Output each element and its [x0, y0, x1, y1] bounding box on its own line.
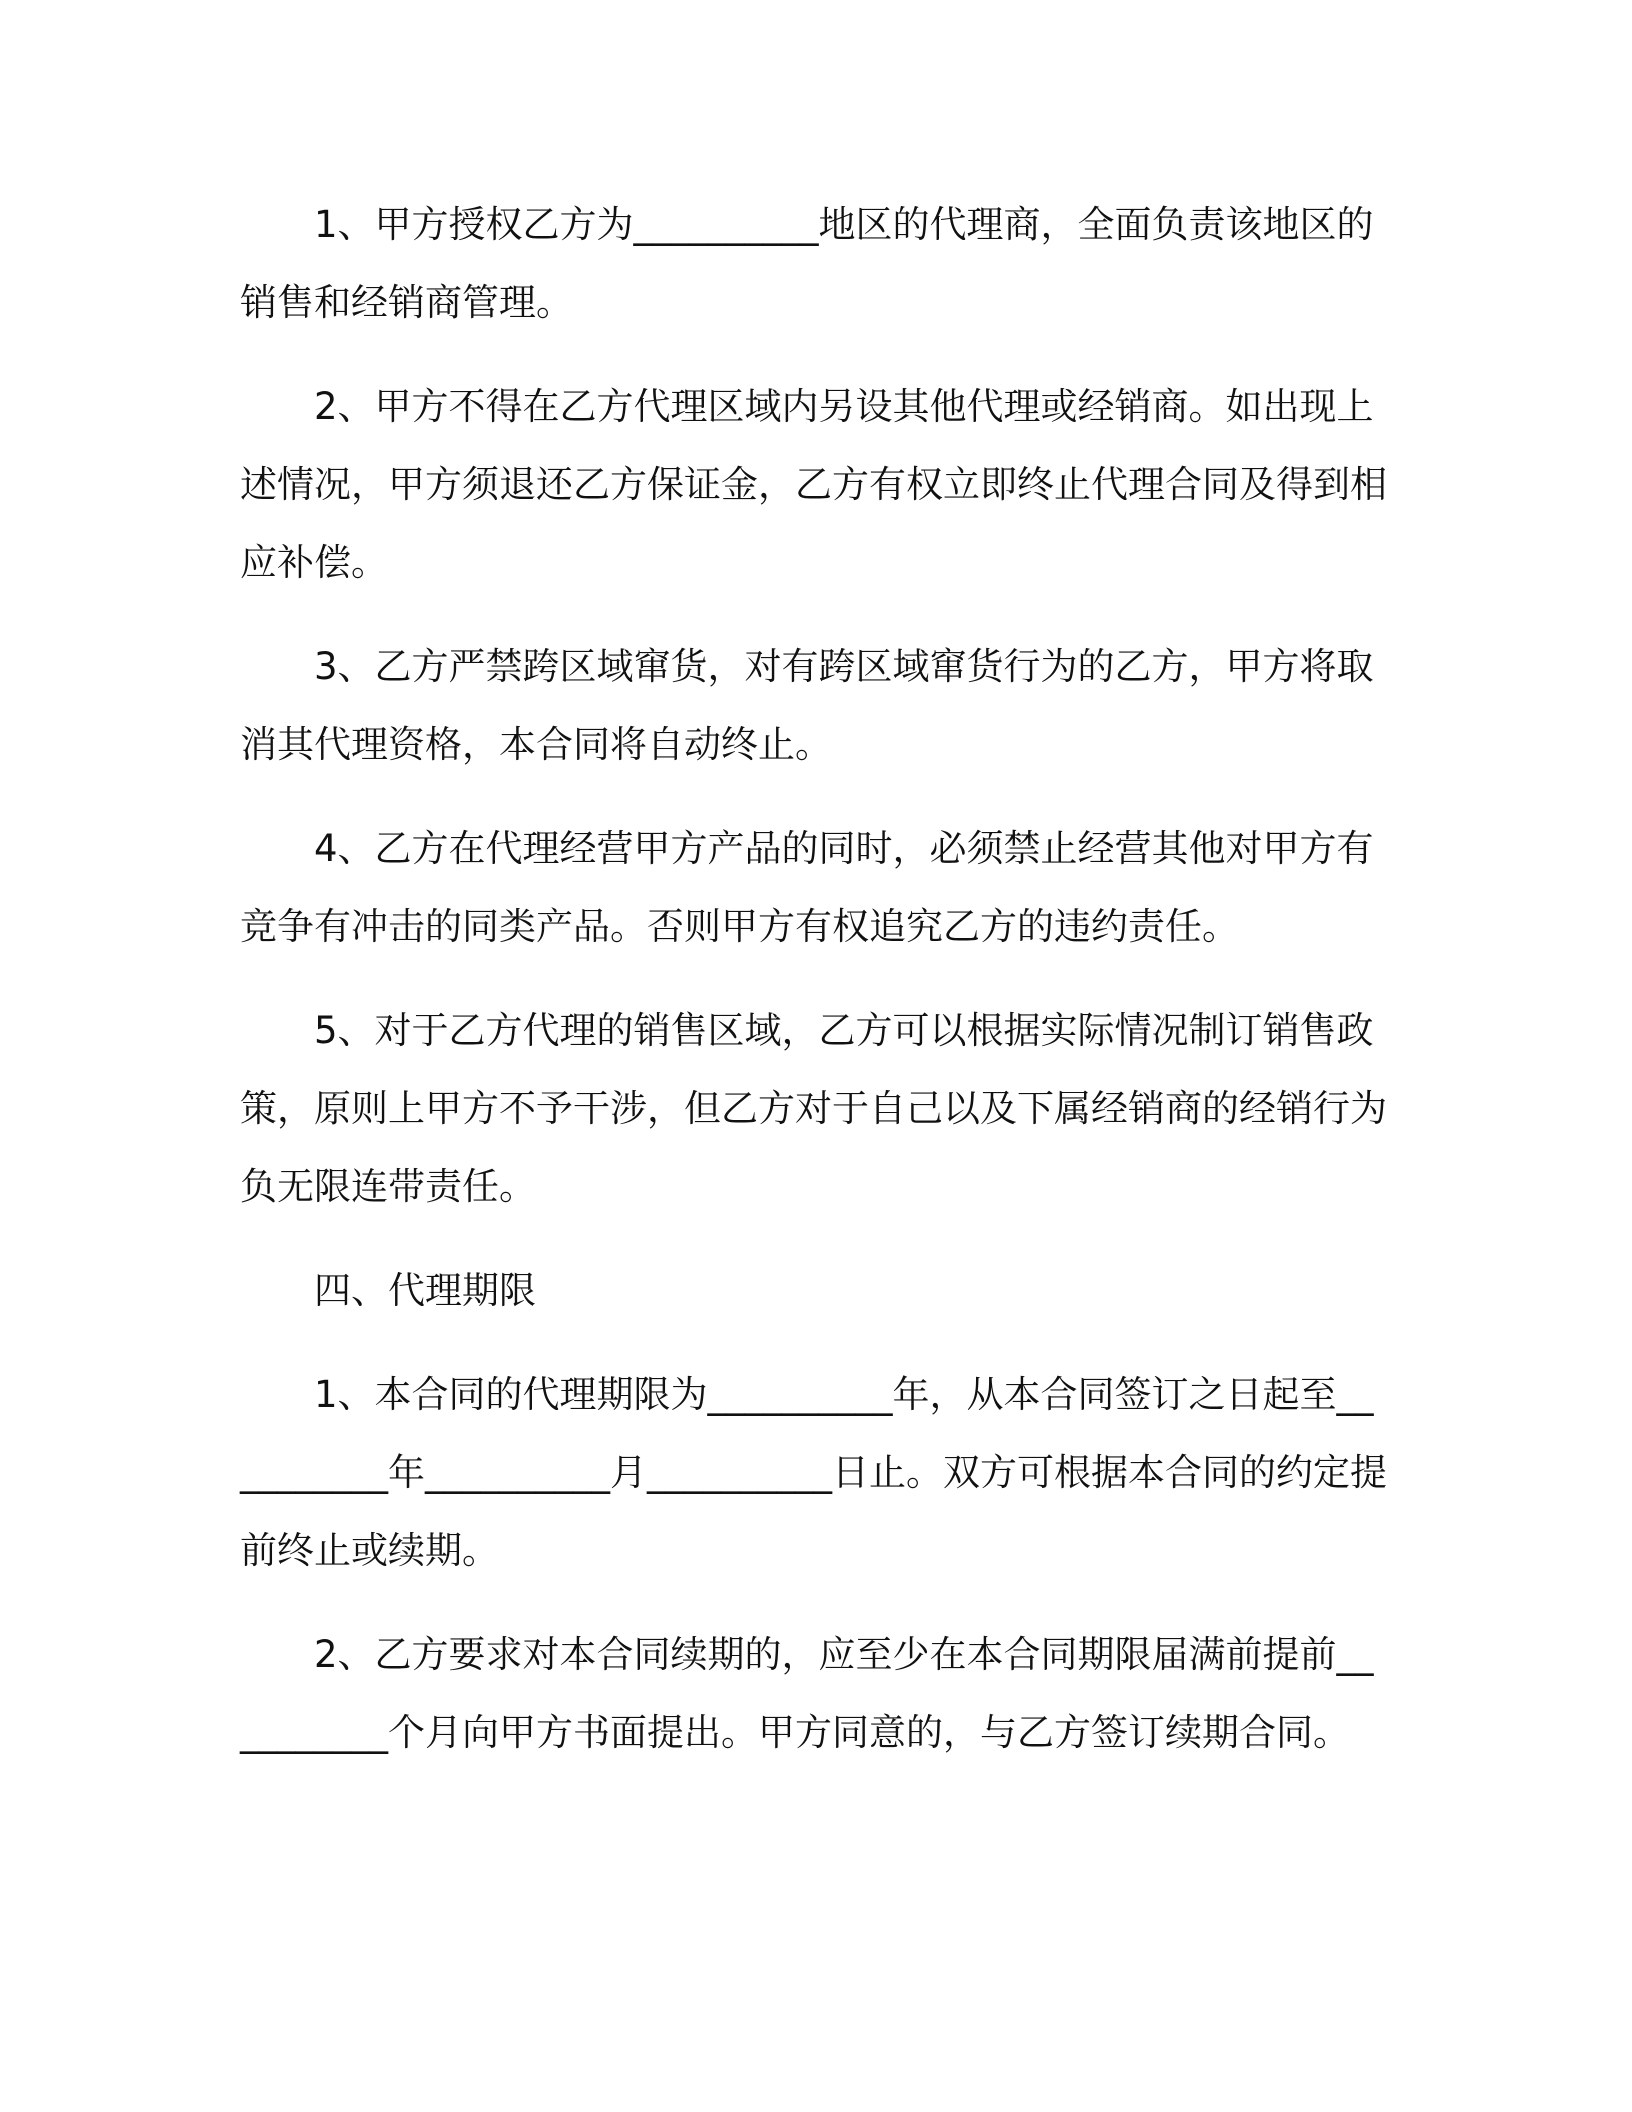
- clause-paragraph: 1、甲方授权乙方为__________地区的代理商，全面负责该地区的销售和经销商管理。: [240, 203, 1374, 324]
- document-page: [240, 186, 1390, 1798]
- clause-paragraph: 1、本合同的代理期限为__________年，从本合同签订之日起至__________年__________月__________日止。双方可根据本合同的约定提前终止或续期。: [240, 1373, 1387, 1572]
- section-heading: 四、代理期限: [314, 1269, 536, 1312]
- clause-paragraph: 2、甲方不得在乙方代理区域内另设其他代理或经销商。如出现上述情况，甲方须退还乙方保证金，乙方有权立即终止代理合同及得到相应补偿。: [240, 385, 1387, 584]
- clause-paragraph: 2、乙方要求对本合同续期的，应至少在本合同期限届满前提前__________个月向甲方书面提出。甲方同意的，与乙方签订续期合同。: [240, 1633, 1374, 1754]
- clause-paragraph: 3、乙方严禁跨区域窜货，对有跨区域窜货行为的乙方，甲方将取消其代理资格，本合同将自动终止。: [240, 645, 1374, 766]
- clause-paragraph: 5、对于乙方代理的销售区域，乙方可以根据实际情况制订销售政策，原则上甲方不予干涉，但乙方对于自己以及下属经销商的经销行为负无限连带责任。: [240, 1009, 1387, 1208]
- clause-paragraph: 4、乙方在代理经营甲方产品的同时，必须禁止经营其他对甲方有竞争有冲击的同类产品。否则甲方有权追究乙方的违约责任。: [240, 827, 1374, 948]
